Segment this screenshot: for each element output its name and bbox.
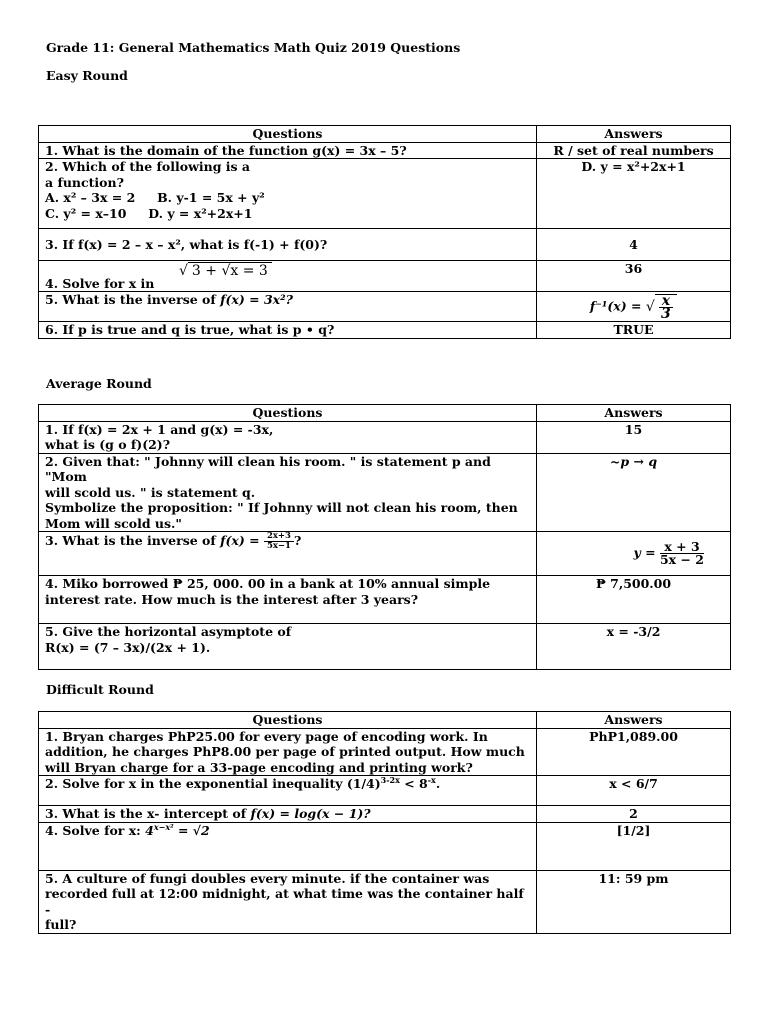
table-row [39, 776, 731, 806]
table-row [39, 453, 731, 532]
table-row [39, 159, 731, 229]
answer-cell: TRUE [537, 322, 731, 339]
answers-header: Answers [537, 405, 731, 422]
question-cell: 5. Give the horizontal asymptote of R(x) = (7 – 3x)/(2x + 1). [39, 624, 537, 670]
table-row [39, 229, 731, 261]
question-cell: 3. What is the inverse of f(x) = $\frac{2x+3}{5x-1}$ ? [39, 532, 537, 576]
math-expression: f(x) = [220, 533, 260, 548]
table-row [39, 576, 731, 624]
table-row [39, 261, 731, 292]
question-cell: 1. What is the domain of the function g(x) = 3x – 5? [39, 142, 537, 159]
questions-header: Questions [39, 126, 537, 143]
radical-expression: √ $\frac{x}{3}$ [646, 294, 677, 320]
answer-cell [537, 292, 731, 322]
question-cell: 2. Given that: " Johnny will clean his room. " is statement p and "Mom will scold us. " is statement q. Symbolize the proposition: " If Johnny will not clean his room, then Mom will scold us." [39, 453, 537, 532]
question-cell: 2. Solve for x in the exponential inequality $(1/4)^{3-2x} < 8^{-x}$. [39, 776, 537, 806]
option-row [45, 190, 530, 206]
answer-cell: x < 6/7 [537, 776, 731, 806]
question-cell: 4. Solve for x: $4^{x-x^2} = √2$ [39, 822, 537, 870]
question-text: a function? [45, 174, 124, 190]
table-row [39, 142, 731, 159]
difficult-round-table [38, 711, 731, 934]
option-a: A. x² – 3x = 2 [45, 190, 136, 205]
questions-header: Questions [39, 712, 537, 729]
question-cell: 1. If f(x) = 2x + 1 and g(x) = -3x, what is (g o f)(2)? [39, 421, 537, 453]
option-b: B. y-1 = 5x + y² [157, 190, 265, 205]
option-row [45, 206, 530, 222]
question-cell: 5. A culture of fungi doubles every minute. if the container was recorded full at 12:00 midnight, at what time was the container half - full? [39, 870, 537, 933]
fraction: $\frac{x + 3}{5x - 2}$ [659, 539, 704, 567]
difficult-round-heading: Difficult Round [46, 682, 154, 697]
table-row [39, 806, 731, 823]
table-row [39, 822, 731, 870]
math-expression: f(x) = log(x − 1)? [250, 806, 371, 821]
average-round-heading: Average Round [46, 376, 152, 391]
question-cell: 4. Miko borrowed ₱ 25, 000. 00 in a bank at 10% annual simple interest rate. How much is the interest after 3 years? [39, 576, 537, 624]
page-title: Grade 11: General Mathematics Math Quiz 2019 Questions [46, 40, 461, 55]
question-cell: 1. Bryan charges PhP25.00 for every page of encoding work. In addition, he charges PhP8.00 per page of printed output. How much will Bryan charge for a 33-page encoding and printing work? [39, 728, 537, 776]
question-text: 2. Which of the following is a [45, 159, 251, 174]
question-cell: 6. If p is true and q is true, what is p • q? [39, 322, 537, 339]
answer-cell: D. y = x²+2x+1 [537, 159, 731, 229]
answer-cell: 11: 59 pm [537, 870, 731, 933]
radical-expression: √ 3 + √x = 3 [179, 264, 272, 280]
math-expression: f(x) = 3x²? [220, 292, 293, 307]
table-row [39, 870, 731, 933]
answer-cell: [1/2] [537, 822, 731, 870]
answer-cell: y = $\frac{x + 3}{5x - 2}$ [537, 532, 731, 576]
fraction: $\frac{2x+3}{5x-1}$ [264, 532, 294, 551]
option-d: D. y = x²+2x+1 [148, 205, 253, 221]
answer-cell: ~p → q [537, 453, 731, 532]
table-row [39, 728, 731, 776]
question-cell: 3. If f(x) = 2 – x – x², what is f(-1) + f(0)? [39, 229, 537, 261]
table-row [39, 421, 731, 453]
answers-header: Answers [537, 126, 731, 143]
answer-cell: 15 [537, 421, 731, 453]
questions-header: Questions [39, 405, 537, 422]
question-text: 4. Solve for x in [45, 275, 155, 291]
answer-cell: 4 [537, 229, 731, 261]
answer-cell: ₱ 7,500.00 [537, 576, 731, 624]
table-row [39, 292, 731, 322]
table-header-row [39, 712, 731, 729]
answers-header: Answers [537, 712, 731, 729]
answer-cell: 36 [537, 261, 731, 292]
table-header-row [39, 126, 731, 143]
question-cell [39, 159, 537, 229]
answer-cell: PhP1,089.00 [537, 728, 731, 776]
question-cell: 3. What is the x- intercept of f(x) = log(x − 1)? [39, 806, 537, 823]
answer-cell: R / set of real numbers [537, 142, 731, 159]
table-header-row [39, 405, 731, 422]
table-row [39, 322, 731, 339]
math-expression: f⁻¹(x) = [589, 298, 642, 313]
easy-round-heading: Easy Round [46, 68, 128, 83]
average-round-table [38, 404, 731, 670]
table-row [39, 532, 731, 576]
answer-cell: 2 [537, 806, 731, 823]
table-row [39, 624, 731, 670]
answer-cell: x = -3/2 [537, 624, 731, 670]
option-c: C. y² = x–10 [45, 205, 127, 221]
question-cell: 5. What is the inverse of f(x) = 3x²? [39, 292, 537, 322]
easy-round-table [38, 125, 731, 339]
question-cell [39, 261, 537, 292]
